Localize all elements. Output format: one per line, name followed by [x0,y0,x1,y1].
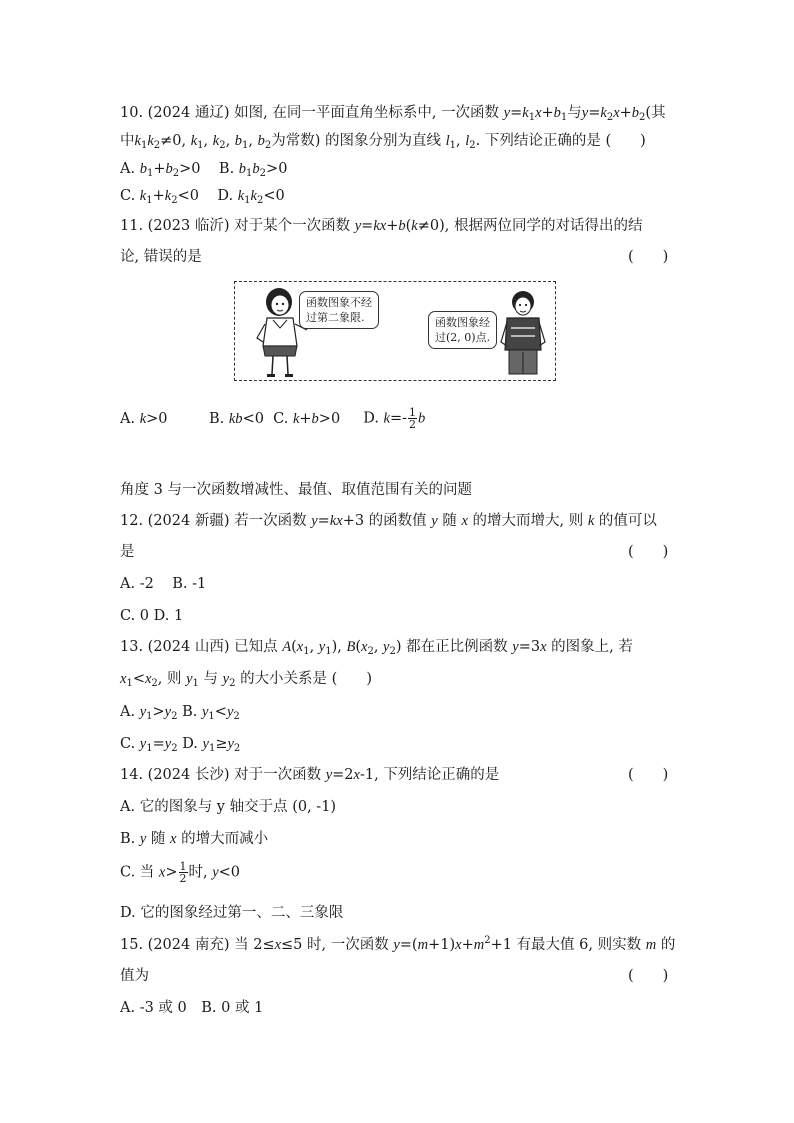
q14-option-d: D. 它的图象经过第一、二、三象限 [120,905,344,921]
q10-option-d: D. $k_1k_2<0$ [217,188,285,206]
q10-options-ab [120,159,287,179]
q11-answer-paren: ( ) [628,249,669,265]
q13-option-a: A. $y_1>y_2$ [120,704,178,722]
q10-option-c: C. $k_1+k_2<0$ [120,188,199,206]
q14-option-a: A. 它的图象与 y 轴交于点 (0, -1) [120,799,337,815]
q10-option-b: B. $b_1b_2>0$ [218,161,288,179]
q15-line2: 值为 [120,968,149,984]
q11-option-b: B. kb<0 [209,410,264,427]
q13-line2: $x_1<x_2$, 则 $y_1$ 与 $y_2$ 的大小关系是 ( ) [120,671,372,689]
q12-line1: 12. (2024 新疆) 若一次函数 y=kx+3 的函数值 y 随 x 的增大而增大, 则 k 的值可以 [120,513,657,529]
q13-option-c: C. $y_1=y_2$ [120,736,178,754]
q14-option-c: C. 当 x> $\frac{1}{2}$ 时, y<0 [120,860,241,885]
q12-line2: 是 [120,544,135,560]
q11-options [120,407,425,430]
q12-option-b: B. -1 [172,576,207,592]
q11-option-d: D. k=- $\frac{1}{2}$ b [363,406,426,431]
q10-options-cd [120,186,285,206]
q15-options: A. -3 或 0 B. 0 或 1 [120,1000,264,1016]
q15-line1: 15. (2024 南充) 当 2≤x≤5 时, 一次函数 $y=(m+1)x+m^2+1$ 有最大值 6, 则实数 m 的 [120,935,676,953]
section-3-title: 角度 3 与一次函数增减性、最值、取值范围有关的问题 [120,482,472,498]
q12-option-a: A. -2 [120,576,154,592]
q11-dialogue-figure [234,281,556,381]
q13-line1: 13. (2024 山西) 已知点 $A(x_1$, $y_1$), $B(x_2$, $y_2$) 都在正比例函数 y=3x 的图象上, 若 [120,639,633,657]
q13-options-cd [120,734,240,754]
q13-option-b: B. $y_1<y_2$ [182,704,240,722]
q13-option-d: D. $y_1\ge y_2$ [182,736,241,754]
q15-answer-paren: ( ) [628,968,669,984]
q10-option-a: A. $b_1+b_2>0$ [120,161,201,179]
q11-option-a: A. k>0 [120,410,168,427]
q11-line2: 论, 错误的是 [120,249,202,265]
boy-illustration [497,288,549,378]
q12-options-cd: C. 0 D. 1 [120,608,184,624]
q12-answer-paren: ( ) [628,544,669,560]
q14-option-b: B. y 随 x 的增大而减小 [120,831,269,847]
q13-options-ab [120,702,240,722]
q14-line1: 14. (2024 长沙) 对于一次函数 y=2x-1, 下列结论正确的是 [120,767,500,783]
q11-line1: 11. (2023 临沂) 对于某个一次函数 y=kx+b(k≠0), 根据两位同学的对话得出的结 [120,218,643,234]
girl-speech-bubble: 函数图象不经 过第二象限. [299,291,379,329]
q14-answer-paren: ( ) [628,767,669,783]
boy-speech-bubble: 函数图象经 过(2, 0)点. [428,311,497,349]
q10-line2: 中$k_1k_2\ne 0$, $k_1$, $k_2$, $b_1$, $b_2$为常数) 的图象分别为直线 $l_1$, $l_2$. 下列结论正确的是 ( ) [120,133,646,151]
q11-option-c: C. k+b>0 [273,410,341,427]
q10-line1: 10. (2024 通辽) 如图, 在同一平面直角坐标系中, 一次函数 $y=k_1x+b_1$与$y=k_2x+b_2$(其 [120,105,666,123]
q12-options-ab [120,574,206,594]
